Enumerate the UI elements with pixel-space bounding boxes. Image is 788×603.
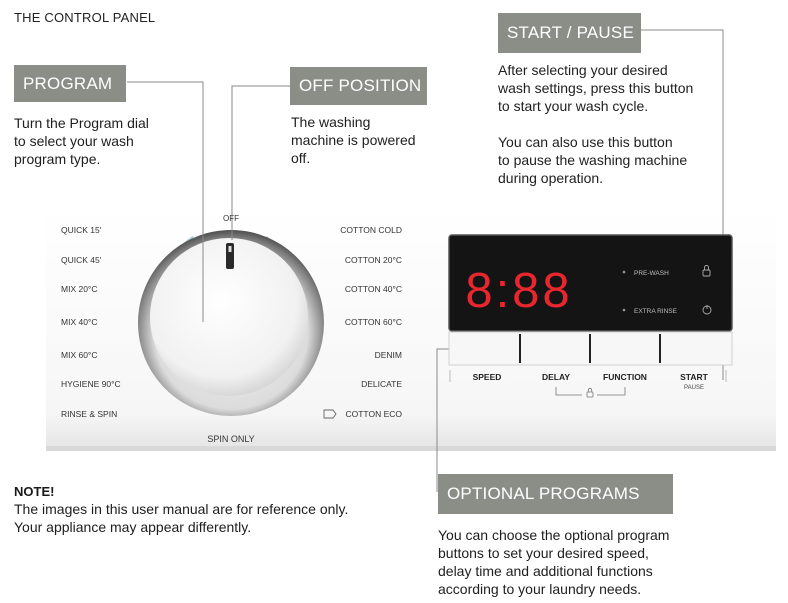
start-label: START <box>680 372 708 382</box>
display-digits: 8:88 <box>465 264 573 318</box>
program-label: QUICK 15' <box>61 225 102 235</box>
program-label: COTTON COLD <box>340 225 402 235</box>
program-label: COTTON 40°C <box>344 284 402 294</box>
program-label: MIX 40°C <box>61 317 98 327</box>
function-label: FUNCTION <box>603 372 647 382</box>
program-label: MIX 20°C <box>61 284 98 294</box>
pause-label: PAUSE <box>684 385 704 391</box>
program-label: RINSE & SPIN <box>61 409 118 419</box>
note-text: The images in this user manual are for reference only. Your appliance may appear differently. <box>14 501 349 535</box>
program-label: COTTON 20°C <box>344 255 402 265</box>
function-button[interactable] <box>592 334 658 363</box>
program-description: Turn the Program dial to select your wash program type. <box>14 115 149 167</box>
dial-spin-only-label: SPIN ONLY <box>207 434 255 444</box>
program-label: DELICATE <box>361 379 402 389</box>
speed-button[interactable] <box>452 334 518 363</box>
off-position-tag: OFF POSITION <box>290 67 427 105</box>
off-position-description: The washing machine is powered off. <box>291 114 416 166</box>
extra-rinse-label: EXTRA RINSE <box>634 308 677 315</box>
start-pause-tag: START / PAUSE <box>498 13 641 53</box>
program-label: MIX 60°C <box>61 350 98 360</box>
program-tag: PROGRAM <box>14 65 126 102</box>
program-label: QUICK 45' <box>61 255 102 265</box>
delay-label: DELAY <box>541 372 571 382</box>
start-pause-button[interactable] <box>662 334 730 363</box>
optional-programs-description: You can choose the optional program buttons to set your desired speed, delay time and additional functions according to your laundry needs. <box>438 527 670 597</box>
panel-bottom-edge <box>46 446 776 451</box>
speed-label: SPEED <box>472 372 502 382</box>
program-label: HYGIENE 90°C <box>61 379 121 389</box>
program-label: COTTON ECO <box>345 409 402 419</box>
page-title: THE CONTROL PANEL <box>14 10 156 25</box>
program-label: DENIM <box>374 350 402 360</box>
program-label: COTTON 60°C <box>344 317 402 327</box>
delay-button[interactable] <box>522 334 588 363</box>
start-pause-description: After selecting your desired wash settings, press this button to start your wash cycle. You can also use this button to pause the washing machine during operation. <box>498 62 694 186</box>
note-heading: NOTE! <box>14 484 55 499</box>
optional-programs-tag: OPTIONAL PROGRAMS <box>438 474 673 514</box>
dial-off-label: OFF <box>223 214 239 223</box>
prewash-label: PRE-WASH <box>634 270 669 277</box>
